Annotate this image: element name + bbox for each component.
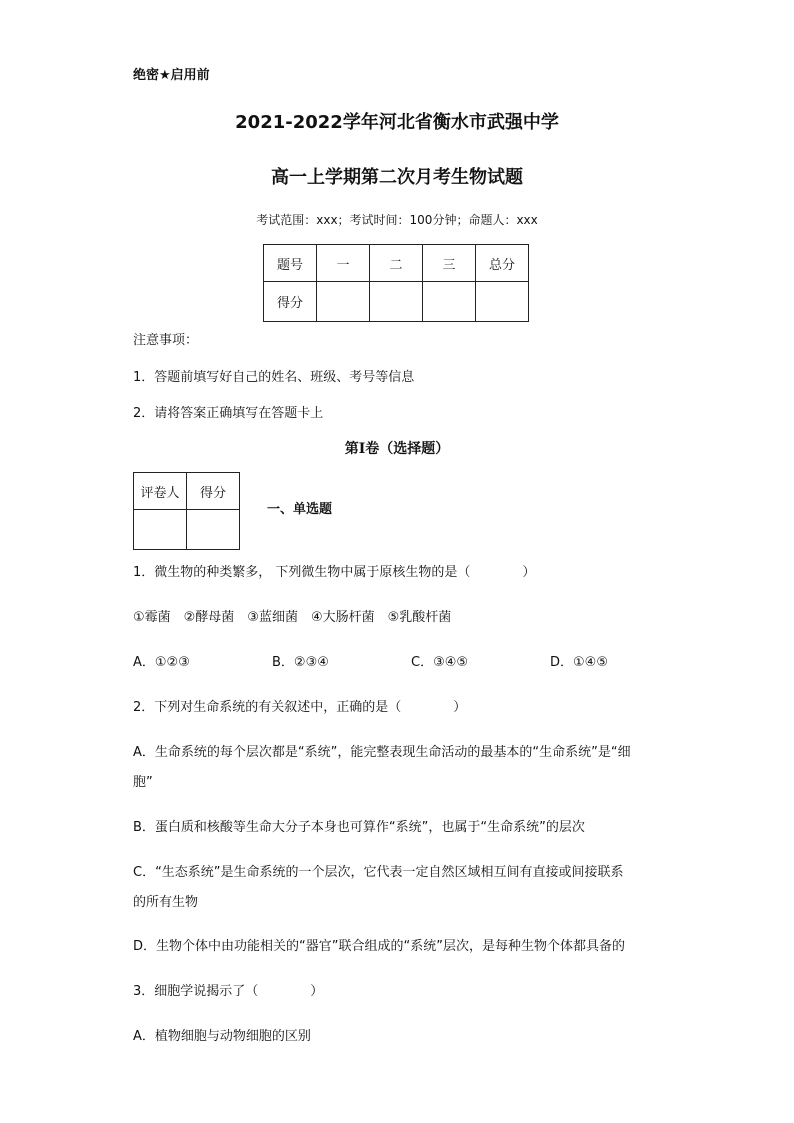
note-item: 2．请将答案正确填写在答题卡上	[133, 406, 324, 421]
question-3-option-a: A．植物细胞与动物细胞的区别	[133, 1029, 311, 1044]
question-1-option-a: A．①②③	[133, 655, 190, 670]
question-2-stem: 2．下列对生命系统的有关叙述中，正确的是（ ）	[133, 700, 467, 715]
score-header-part1: 一	[317, 245, 370, 282]
score-cell	[476, 282, 529, 322]
question-2-option-a-cont: 胞”	[133, 775, 153, 790]
section-title: 第I卷（选择题）	[344, 441, 450, 457]
score-cell	[370, 282, 423, 322]
score-cell	[317, 282, 370, 322]
question-1-option-d: D．①④⑤	[550, 655, 608, 670]
part-title: 一、单选题	[267, 502, 333, 517]
question-3-stem: 3．细胞学说揭示了（ ）	[133, 984, 324, 999]
question-2-option-a: A．生命系统的每个层次都是“系统”，能完整表现生命活动的最基本的“生命系统”是“细	[133, 745, 631, 760]
question-2-option-c: C．“生态系统”是生命系统的一个层次，它代表一定自然区域相互间有直接或间接联系	[133, 865, 624, 880]
question-2-option-c-cont: 的所有生物	[133, 895, 199, 910]
question-1-list: ①霉菌 ②酵母菌 ③蓝细菌 ④大肠杆菌 ⑤乳酸杆菌	[133, 610, 452, 625]
confidential-mark: 绝密★启用前	[133, 68, 210, 83]
exam-title-line1: 2021-2022学年河北省衡水市武强中学	[235, 112, 559, 133]
score-header-total: 总分	[476, 245, 529, 282]
exam-title-line2: 高一上学期第二次月考生物试题	[271, 167, 523, 188]
exam-info: 考试范围：xxx；考试时间：100分钟；命题人：xxx	[256, 213, 538, 227]
grader-cell	[187, 510, 240, 550]
question-1-option-c: C．③④⑤	[411, 655, 469, 670]
grader-table	[133, 472, 240, 550]
question-1-stem: 1．微生物的种类繁多， 下列微生物中属于原核生物的是（ ）	[133, 565, 536, 580]
score-table	[263, 244, 529, 322]
note-item: 1．答题前填写好自己的姓名、班级、考号等信息	[133, 370, 415, 385]
question-2-option-d: D．生物个体中由功能相关的“器官”联合组成的“系统”层次，是每种生物个体都具备的	[133, 939, 625, 954]
score-cell	[423, 282, 476, 322]
notes-title: 注意事项：	[133, 333, 199, 348]
question-2-option-b: B．蛋白质和核酸等生命大分子本身也可算作“系统”，也属于“生命系统”的层次	[133, 820, 585, 835]
grader-header: 评卷人	[134, 473, 187, 510]
score-header-part2: 二	[370, 245, 423, 282]
score-header-part3: 三	[423, 245, 476, 282]
grader-score-header: 得分	[187, 473, 240, 510]
score-header-number: 题号	[264, 245, 317, 282]
score-row-label: 得分	[264, 282, 317, 322]
grader-cell	[134, 510, 187, 550]
question-1-option-b: B．②③④	[272, 655, 329, 670]
